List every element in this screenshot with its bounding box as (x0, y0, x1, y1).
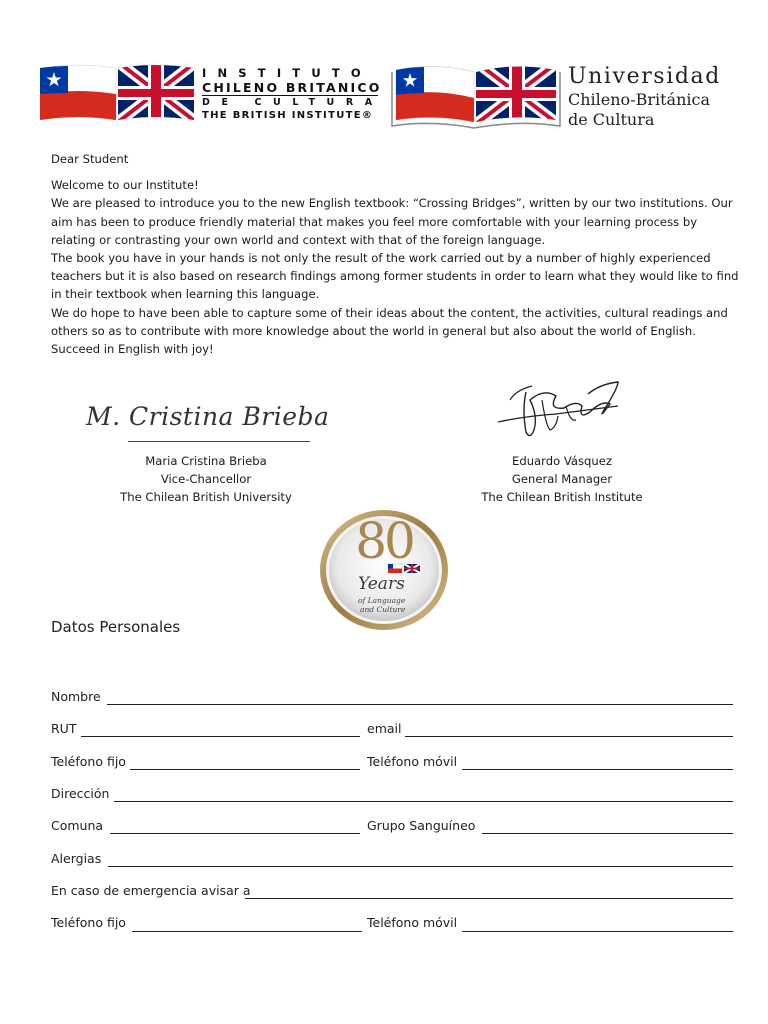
signature-left (80, 398, 330, 448)
medal-sub2: and Culture (360, 605, 406, 614)
letter-paragraph: Succeed in English with joy! (51, 342, 214, 357)
label-telefono-movil: Teléfono móvil (367, 754, 458, 769)
signer-left-name: Maria Cristina Brieba (145, 454, 267, 468)
medal-number: 80 (355, 512, 413, 570)
signature-left-underline (128, 441, 310, 442)
field-direccion[interactable] (114, 801, 733, 802)
institute-logo (40, 62, 384, 128)
signature-left-details (96, 452, 316, 507)
signer-right-org: The Chilean British Institute (481, 490, 643, 505)
university-name-line1: Universidad (568, 64, 721, 89)
university-name-line2: Chileno-Británica (568, 90, 711, 109)
signature-right-icon (486, 370, 630, 456)
field-email[interactable] (405, 736, 733, 737)
institute-name-line4: THE BRITISH INSTITUTE® (202, 110, 374, 121)
medal-sub1: of Language (358, 596, 406, 605)
label-grupo-sanguineo: Grupo Sanguíneo (367, 818, 476, 833)
field-rut[interactable] (81, 736, 360, 737)
anniversary-medal (318, 508, 450, 632)
label-nombre: Nombre (51, 689, 101, 704)
signature-right-details (452, 452, 672, 507)
letter-paragraph: We are pleased to introduce you to the new English textbook: “Crossing Bridges”, written by our two institutions. Our aim has been to produce friendly material that makes you feel more comfortable with your learning process by relating or contrasting your own world and context with that of the foreign language. (51, 196, 733, 247)
label-telefono-movil-emergencia: Teléfono móvil (367, 915, 458, 930)
field-emergencia[interactable] (245, 898, 733, 899)
label-comuna: Comuna (51, 818, 104, 833)
institute-name-line2: CHILENO BRITANICO (202, 80, 382, 95)
signer-left-title: Vice-Chancellor (160, 472, 252, 487)
signer-left-org: The Chilean British University (120, 490, 292, 505)
institute-divider (202, 95, 378, 96)
field-telefono-movil[interactable] (462, 769, 733, 770)
letter-greeting: Dear Student (51, 152, 129, 166)
signer-right-title: General Manager (511, 472, 613, 487)
letter-paragraph: We do hope to have been able to capture some of their ideas about the content, the activities, cultural readings and others so as to contribute with more knowledge about the world in general but also about the world of English. (51, 305, 728, 338)
flags-icon (40, 62, 200, 128)
label-telefono-fijo: Teléfono fijo (51, 754, 126, 769)
label-rut: RUT (51, 721, 77, 736)
field-alergias[interactable] (108, 866, 733, 867)
institute-name-line1: INSTITUTO (202, 66, 372, 80)
label-alergias: Alergias (51, 851, 102, 866)
letter-body (51, 150, 741, 358)
institute-name-line3: DE CULTURA (202, 97, 384, 108)
flags-book-icon (390, 62, 562, 132)
letter-paragraph: The book you have in your hands is not only the result of the work carried out by a number of highly experienced teachers but it is also based on research findings among former students in order to learn what they would like to find in their textbook when learning this language. (51, 251, 739, 302)
signature-left-handwriting: M. Cristina Brieba (86, 402, 330, 431)
label-email: email (367, 721, 402, 736)
letter-paragraph: Welcome to our Institute! (51, 178, 199, 193)
form-title: Datos Personales (51, 618, 181, 636)
university-logo (390, 62, 735, 132)
field-telefono-movil-emergencia[interactable] (462, 931, 733, 932)
signer-right-name: Eduardo Vásquez (512, 454, 612, 468)
label-emergencia: En caso de emergencia avisar a (51, 883, 251, 898)
label-telefono-fijo-emergencia: Teléfono fijo (51, 915, 126, 930)
field-telefono-fijo[interactable] (130, 769, 360, 770)
university-name-line3: de Cultura (568, 110, 655, 129)
field-nombre[interactable] (107, 704, 733, 705)
label-direccion: Dirección (51, 786, 110, 801)
field-telefono-fijo-emergencia[interactable] (132, 931, 362, 932)
field-grupo-sanguineo[interactable] (482, 833, 733, 834)
field-comuna[interactable] (110, 833, 360, 834)
medal-word: Years (358, 574, 405, 594)
